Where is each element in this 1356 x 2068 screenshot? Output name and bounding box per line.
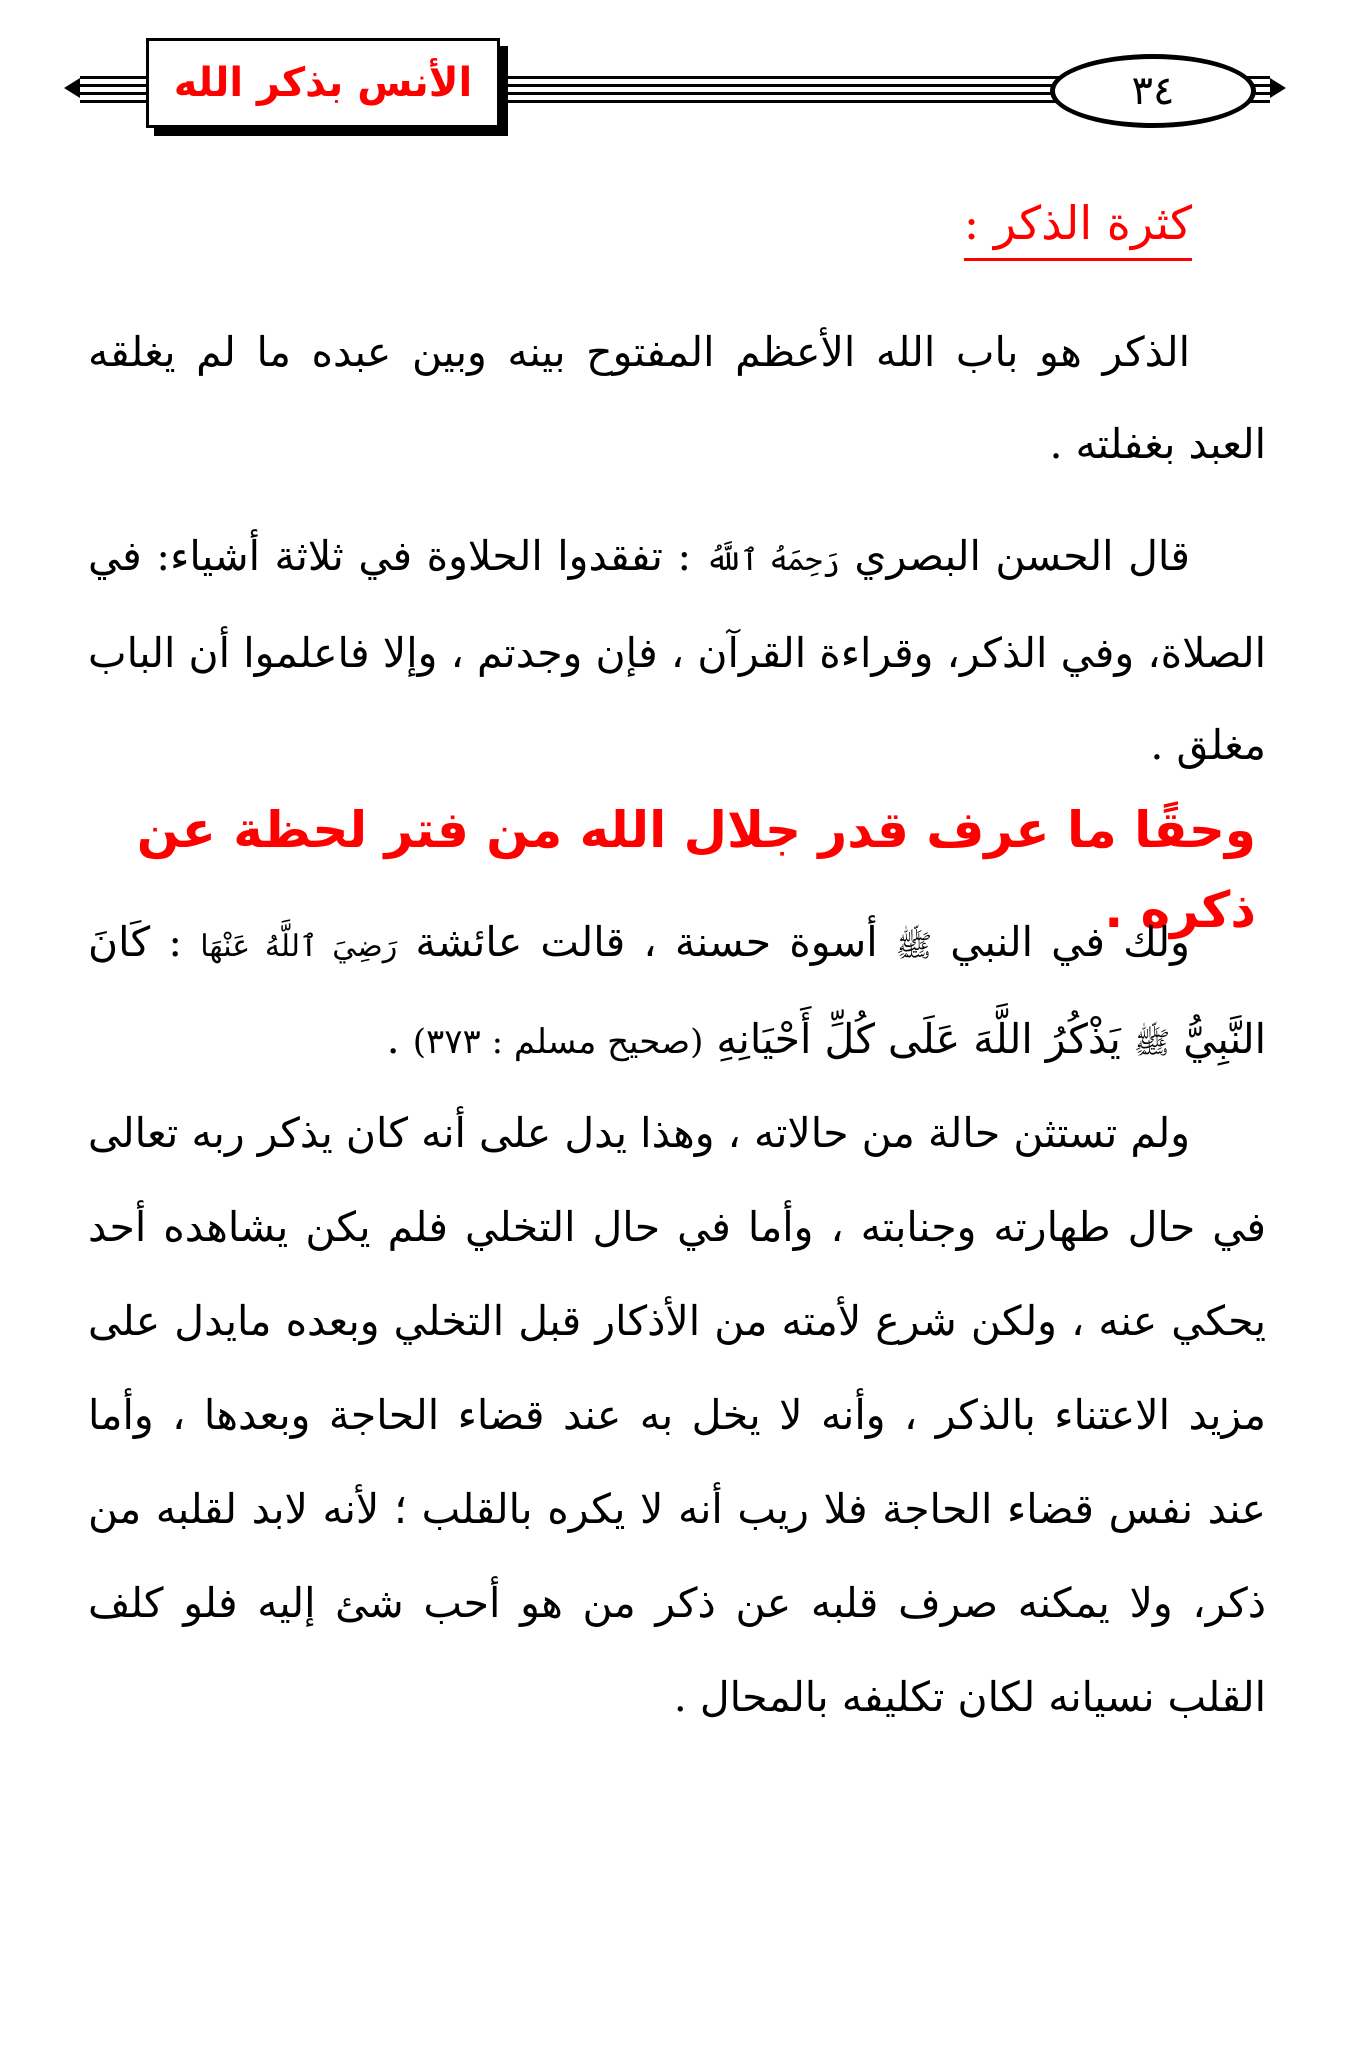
page-number: ٣٤ (1050, 54, 1256, 128)
paragraph-text: ولك في النبي (950, 918, 1190, 966)
paragraph-text: : تفقدوا الحلاوة في ثلاثة أشياء: في الصلاة، وفي الذكر، وقراءة القرآن ، فإن وجدتم ، وإلا فاعلموا أن الباب مغلق . (88, 532, 1266, 769)
paragraph-text: . (386, 1015, 400, 1063)
header-arrow-left-icon (64, 78, 80, 98)
honorific-radiyallahu-anha: رَضِيَ ٱللَّهُ عَنْهَا (200, 929, 398, 964)
paragraph-text: : (168, 918, 183, 966)
header-arrow-right-icon (1270, 78, 1286, 98)
highlight-statement: وحقًا ما عرف قدر جلال الله من فتر لحظة عن ذكره . (136, 801, 1256, 939)
paragraph-states-of-dhikr: ولم تستثن حالة من حالاته ، وهذا يدل على أنه كان يذكر ربه تعالى في حال طهارته وجنابته ، وأما في حال التخلي فلم يكن يشاهده أحد يحكي عنه ، ولكن شرع لأمته من الأذكار قبل التخلي وبعده مايدل على مزيد الاعتناء بالذكر ، وأنه لا يخل به عند قضاء الحاجة وبعدها ، وأما عند نفس قضاء الحاجة فلا ريب أنه لا يكره بالقلب ؛ لأنه لابد لقلبه من ذكر، ولا يمكنه صرف قلبه عن ذكر من هو أحب شئ إليه فلو كلف القلب نسيانه لكان تكليفه بالمحال . (88, 1109, 1266, 1721)
paragraph-text: أسوة حسنة ، قالت عائشة (415, 918, 878, 966)
paragraph-hasan-basri (88, 510, 1266, 791)
hadith-text: يَذْكُرُ اللَّهَ عَلَى كُلِّ أَحْيَانِهِ (716, 1015, 1121, 1063)
honorific-rahimahullah: رَحِمَهُ ٱللَّهُ (705, 543, 840, 578)
section-heading: كثرة الذكر : (964, 196, 1192, 261)
paragraph-text: قال الحسن البصري (854, 532, 1190, 580)
hadith-text: كَانَ النَّبِيُّ (88, 918, 1266, 1063)
book-title: الأنس بذكر الله (146, 38, 500, 128)
hadith-source: (صحيح مسلم : ٣٧٣) (412, 1022, 704, 1062)
pbuh-glyph: ﷺ (895, 929, 933, 964)
pbuh-glyph: ﷺ (1133, 1026, 1171, 1061)
page-header (80, 38, 1270, 138)
paragraph-prophet-example (88, 896, 1266, 1090)
paragraph-dhikr-door: الذكر هو باب الله الأعظم المفتوح بينه وبين عبده ما لم يغلقه العبد بغفلته . (88, 328, 1266, 468)
